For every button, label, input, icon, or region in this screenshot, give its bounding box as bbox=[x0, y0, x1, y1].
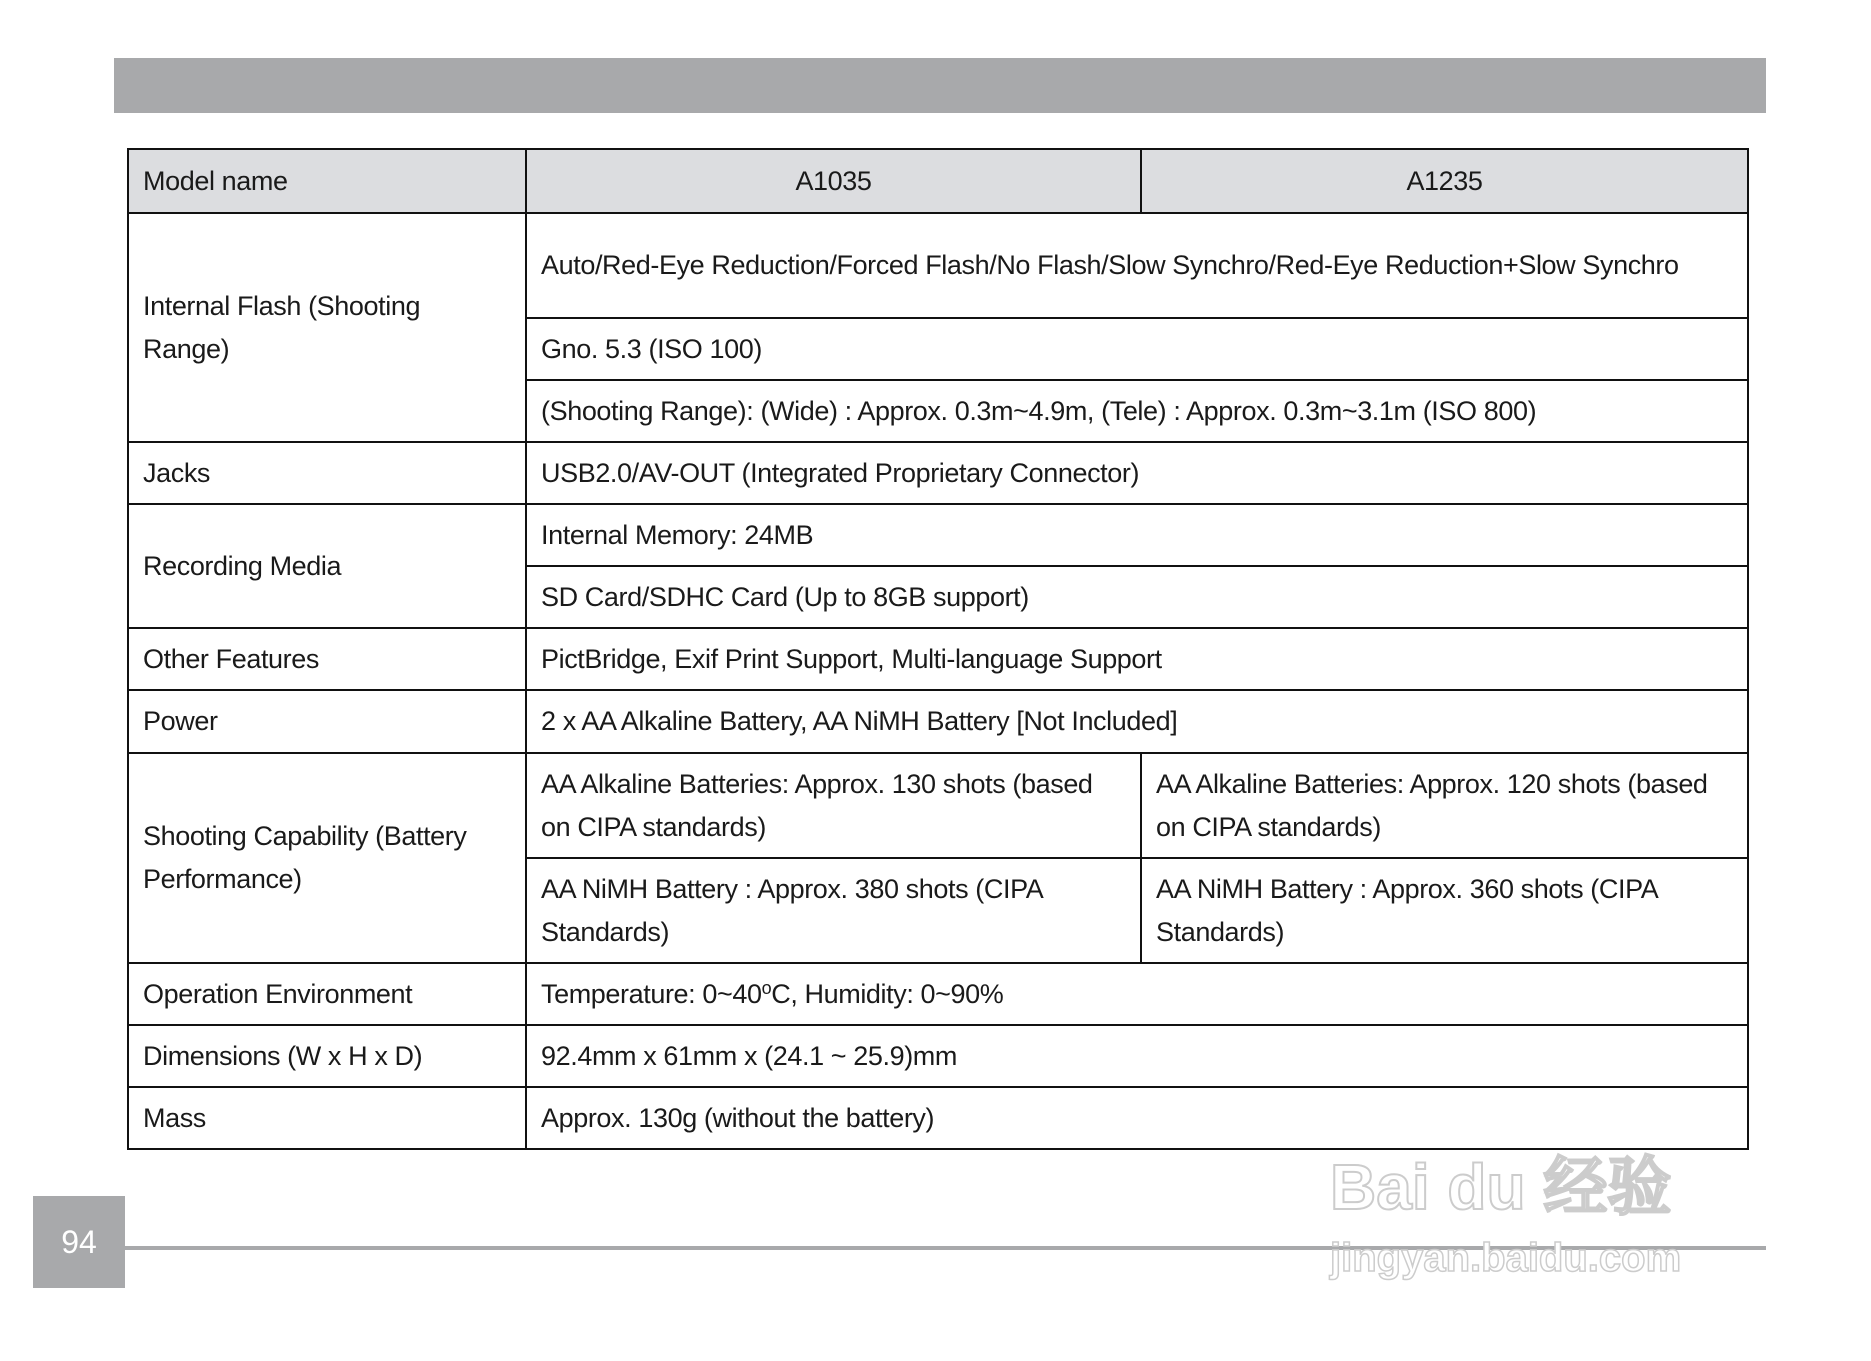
cell: Approx. 130g (without the battery) bbox=[526, 1087, 1748, 1149]
row-label: Operation Environment bbox=[128, 963, 526, 1025]
cell: AA Alkaline Batteries: Approx. 120 shots (based on CIPA standards) bbox=[1141, 753, 1748, 858]
row-label: Internal Flash (Shooting Range) bbox=[128, 213, 526, 442]
cell: AA Alkaline Batteries: Approx. 130 shots (based on CIPA standards) bbox=[526, 753, 1141, 858]
cell: AA NiMH Battery : Approx. 360 shots (CIPA Standards) bbox=[1141, 858, 1748, 963]
temp-prefix: Temperature: 0~40 bbox=[541, 978, 762, 1009]
row-label: Mass bbox=[128, 1087, 526, 1149]
table-row bbox=[128, 442, 1748, 504]
row-label: Power bbox=[128, 690, 526, 753]
row-label: Other Features bbox=[128, 628, 526, 690]
temp-suffix: C, Humidity: 0~90% bbox=[771, 978, 1004, 1009]
cell: Auto/Red-Eye Reduction/Forced Flash/No Flash/Slow Synchro/Red-Eye Reduction+Slow Synchro bbox=[526, 213, 1748, 318]
cell: Gno. 5.3 (ISO 100) bbox=[526, 318, 1748, 380]
table-row bbox=[128, 1025, 1748, 1087]
cell: USB2.0/AV-OUT (Integrated Proprietary Connector) bbox=[526, 442, 1748, 504]
cell: PictBridge, Exif Print Support, Multi-language Support bbox=[526, 628, 1748, 690]
degree-mark: o bbox=[761, 977, 772, 998]
table-row bbox=[128, 213, 1748, 318]
cell: 92.4mm x 61mm x (24.1 ~ 25.9)mm bbox=[526, 1025, 1748, 1087]
table-row bbox=[128, 690, 1748, 753]
header-label: Model name bbox=[128, 149, 526, 213]
row-label: Shooting Capability (Battery Performance) bbox=[128, 753, 526, 963]
cell: (Shooting Range): (Wide) : Approx. 0.3m~4.9m, (Tele) : Approx. 0.3m~3.1m (ISO 800) bbox=[526, 380, 1748, 442]
watermark-logo: Bai du 经验 bbox=[1330, 1151, 1672, 1223]
cell: 2 x AA Alkaline Battery, AA NiMH Battery [Not Included] bbox=[526, 690, 1748, 753]
table-row bbox=[128, 628, 1748, 690]
baidu-watermark bbox=[1330, 1095, 1790, 1295]
spec-table bbox=[127, 148, 1749, 1150]
cell: AA NiMH Battery : Approx. 380 shots (CIPA Standards) bbox=[526, 858, 1141, 963]
header-bar bbox=[114, 58, 1766, 113]
row-label: Recording Media bbox=[128, 504, 526, 628]
table-row bbox=[128, 963, 1748, 1025]
row-label: Dimensions (W x H x D) bbox=[128, 1025, 526, 1087]
table-header-row bbox=[128, 149, 1748, 213]
header-a1235: A1235 bbox=[1141, 149, 1748, 213]
cell: Internal Memory: 24MB bbox=[526, 504, 1748, 566]
header-a1035: A1035 bbox=[526, 149, 1141, 213]
page-number: 94 bbox=[33, 1196, 125, 1288]
row-label: Jacks bbox=[128, 442, 526, 504]
cell bbox=[526, 963, 1748, 1025]
table-row bbox=[128, 504, 1748, 566]
cell: SD Card/SDHC Card (Up to 8GB support) bbox=[526, 566, 1748, 628]
table-row bbox=[128, 753, 1748, 858]
watermark-url: jingyan.baidu.com bbox=[1330, 1236, 1682, 1280]
